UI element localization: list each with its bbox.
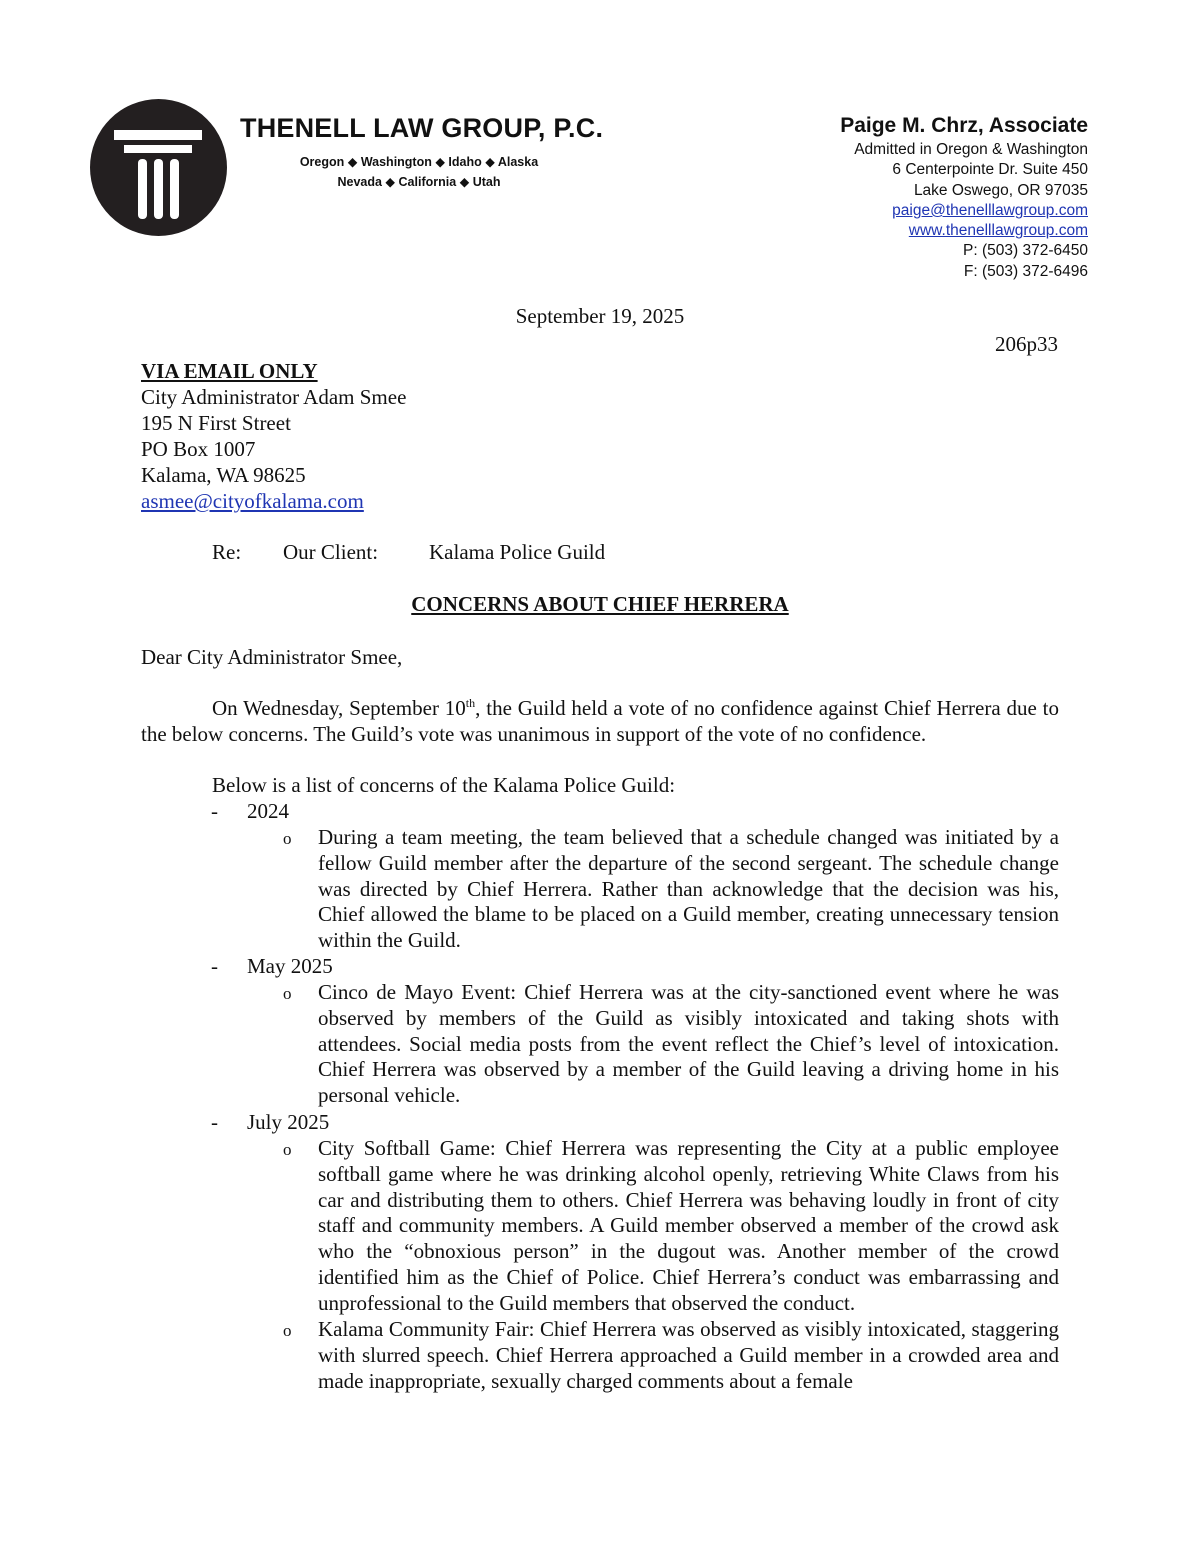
concern-item: Kalama Community Fair: Chief Herrera was observed as visibly intoxicated, staggering with slurred speech. Chief Herrera approached a Guild member in a crowded area and made inappropriate, sexually charged comments about a female	[318, 1317, 1059, 1393]
firm-fax: F: (503) 372-6496	[963, 262, 1088, 280]
firm-name: THENELL LAW GROUP, P.C.	[240, 113, 604, 143]
attorney-admitted: Admitted in Oregon & Washington	[854, 141, 1088, 158]
re-client-label: Our Client:	[283, 540, 379, 564]
list-circle-marker: o	[283, 1140, 292, 1159]
letter-date: September 19, 2025	[515, 304, 685, 328]
column-pillar-icon	[90, 99, 227, 236]
concern-item: City Softball Game: Chief Herrera was representing the City at a public employee softball game where he was drinking alcohol openly, retrieving White Claws from his car and distributing them to others. Chief Herrera was behaving loudly in front of city staff and community members. A Guild member observed a member of the crowd ask who the “obnoxious person” in the dugout was. Another member of the crowd identified him as the Chief of Police. Chief Herrera’s conduct was embarrassing and unprofessional to the Guild members that observed the conduct.	[318, 1136, 1059, 1315]
list-intro: Below is a list of concerns of the Kalama Police Guild:	[212, 773, 676, 797]
attorney-name: Paige M. Chrz, Associate	[840, 114, 1088, 137]
intro-ordinal: th	[465, 696, 476, 710]
firm-phone: P: (503) 372-6450	[963, 242, 1088, 260]
re-client-name: Kalama Police Guild	[429, 540, 606, 564]
intro-text-start: On Wednesday, September 10	[212, 696, 466, 720]
list-circle-marker: o	[283, 984, 292, 1003]
recipient-email-link[interactable]: asmee@cityofkalama.com	[141, 489, 364, 513]
firm-logo	[90, 99, 227, 236]
salutation: Dear City Administrator Smee,	[141, 645, 403, 669]
delivery-method: VIA EMAIL ONLY	[141, 359, 318, 383]
list-dash-marker: -	[211, 1110, 218, 1134]
concern-item: During a team meeting, the team believed that a schedule changed was initiated by a fellow Guild member after the departure of the second sergeant. The schedule change was directed by Chief Herrera. Rather than acknowledge that the decision was his, Chief allowed the blame to be placed on a Guild member, creating unnecessary tension within the Guild.	[318, 825, 1059, 953]
list-circle-marker: o	[283, 829, 292, 848]
firm-address-line-1: 6 Centerpointe Dr. Suite 450	[892, 161, 1088, 179]
concern-period-july-2025: July 2025	[247, 1110, 330, 1134]
firm-address-line-2: Lake Oswego, OR 97035	[913, 181, 1088, 199]
concern-item: Cinco de Mayo Event: Chief Herrera was at the city-sanctioned event where he was observed by members of the Guild as visibly intoxicated and taking shots with attendees. Social media posts from the event reflect the Chief’s level of intoxication. Chief Herrera was observed by a member of the Guild leaving a driving home in his personal vehicle.	[318, 980, 1059, 1108]
intro-text-end: , the Guild held a vote of no confidence against Chief Herrera due to the below concerns. The Guild’s vote was unanimous in support of the vote of no confidence.	[141, 696, 1059, 746]
firm-website-link[interactable]: www.thenelllawgroup.com	[908, 222, 1088, 240]
states-line-1: Oregon ◆ Washington ◆ Idaho ◆ Alaska	[299, 155, 539, 169]
recipient-name: City Administrator Adam Smee	[141, 385, 407, 409]
list-dash-marker: -	[211, 799, 218, 823]
firm-states	[240, 152, 598, 192]
recipient-city: Kalama, WA 98625	[141, 463, 306, 487]
reference-code: 206p33	[995, 332, 1058, 356]
recipient-po-box: PO Box 1007	[141, 437, 256, 461]
states-line-2: Nevada ◆ California ◆ Utah	[337, 175, 501, 189]
attorney-contact-block	[840, 112, 1088, 282]
list-dash-marker: -	[211, 954, 218, 978]
list-circle-marker: o	[283, 1321, 292, 1340]
re-label: Re:	[212, 540, 242, 564]
concern-period-2024: 2024	[247, 799, 289, 823]
concern-period-may-2025: May 2025	[247, 954, 333, 978]
recipient-street: 195 N First Street	[141, 411, 291, 435]
recipient-block	[141, 358, 406, 514]
letter-subject: CONCERNS ABOUT CHIEF HERRERA	[411, 592, 789, 616]
attorney-email-link[interactable]: paige@thenelllawgroup.com	[892, 201, 1088, 219]
intro-paragraph	[141, 695, 1059, 747]
